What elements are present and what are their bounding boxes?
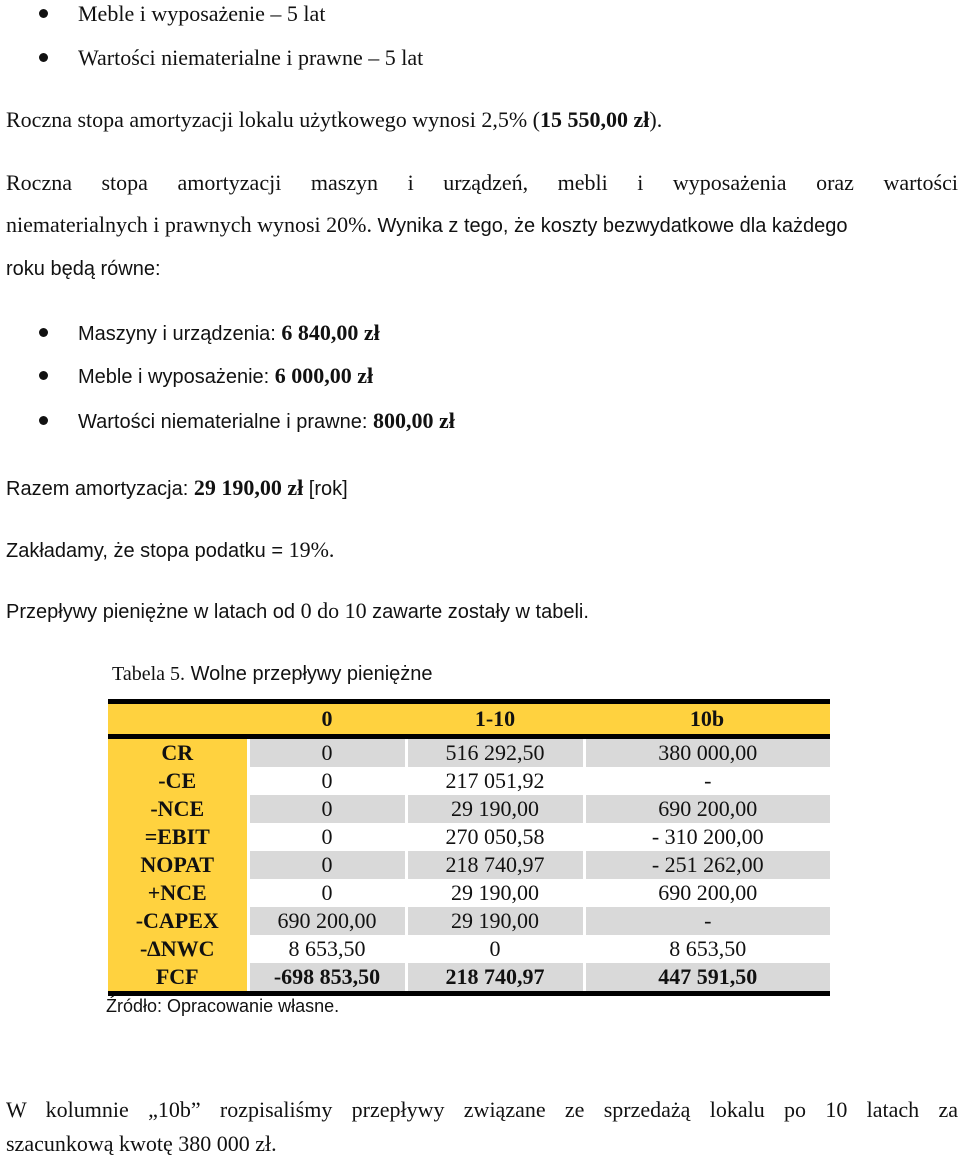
cell-value: -698 853,50: [248, 963, 406, 994]
cost-bullet-body: [78, 408, 455, 435]
table-row: [108, 823, 830, 851]
cell-value: 0: [248, 737, 406, 768]
lokal-suffix: ).: [649, 107, 663, 132]
table-row: [108, 851, 830, 879]
row-label: -CAPEX: [108, 907, 248, 935]
table-row: [108, 907, 830, 935]
cell-value: -: [584, 767, 830, 795]
row-label: FCF: [108, 963, 248, 994]
table-source: Źródło: Opracowanie własne.: [106, 996, 340, 1016]
cost-label: Meble i wyposażenie:: [78, 366, 275, 388]
header-empty: [108, 702, 248, 737]
cost-bullet-body: [78, 363, 373, 390]
bullet-dot: [39, 371, 48, 380]
bullet-dot: [39, 53, 48, 62]
table-row: [108, 879, 830, 907]
cell-value: 29 190,00: [406, 879, 584, 907]
bullet-text: Meble i wyposażenie – 5 lat: [78, 1, 326, 26]
table-row: [108, 935, 830, 963]
table-caption: [112, 660, 433, 687]
header-years-1-10: 1-10: [406, 702, 584, 737]
cell-value: - 310 200,00: [584, 823, 830, 851]
flows-intro-b: 0 do 10: [300, 598, 367, 623]
cell-value: 447 591,50: [584, 963, 830, 994]
cell-value: 0: [248, 851, 406, 879]
cell-value: 0: [406, 935, 584, 963]
cell-value: 218 740,97: [406, 851, 584, 879]
cost-value: 800,00 zł: [372, 408, 455, 433]
paragraph-lokal: [6, 107, 662, 133]
cell-value: 270 050,58: [406, 823, 584, 851]
tax-rate: [6, 537, 334, 564]
cell-value: 8 653,50: [248, 935, 406, 963]
cell-value: - 251 262,00: [584, 851, 830, 879]
cell-value: -: [584, 907, 830, 935]
closing-line2: szacunkową kwotę 380 000 zł.: [6, 1131, 277, 1156]
flows-intro-c: zawarte zostały w tabeli.: [366, 601, 589, 623]
cell-value: 380 000,00: [584, 737, 830, 768]
lokal-amount: 15 550,00 zł: [539, 107, 650, 132]
cell-value: 217 051,92: [406, 767, 584, 795]
bullet-dot: [39, 328, 48, 337]
tax-text: Zakładamy, że stopa podatku =: [6, 540, 289, 562]
cell-value: 218 740,97: [406, 963, 584, 994]
cost-label: Maszyny i urządzenia:: [78, 323, 282, 345]
maszyny-line2-a: niematerialnych i prawnych wynosi 20%.: [6, 212, 378, 237]
cell-value: 0: [248, 879, 406, 907]
bullet-dot: [39, 9, 48, 18]
cash-flow-table: [108, 699, 830, 996]
tax-value: 19%.: [288, 537, 335, 562]
cost-value: 6 840,00 zł: [281, 320, 380, 345]
row-label: -∆NWC: [108, 935, 248, 963]
table-row-total: [108, 963, 830, 994]
paragraph-maszyny-line2: [6, 212, 848, 239]
table-row: [108, 737, 830, 768]
cell-value: 690 200,00: [584, 879, 830, 907]
total-label: Razem amortyzacja:: [6, 478, 194, 500]
maszyny-line2-b: Wynika z tego, że koszty bezwydatkowe dla każdego: [377, 215, 848, 237]
cell-value: 0: [248, 823, 406, 851]
cost-label: Wartości niematerialne i prawne:: [78, 411, 373, 433]
bullet-dot: [39, 416, 48, 425]
table-caption-title: Wolne przepływy pieniężne: [185, 663, 433, 685]
table-row: [108, 795, 830, 823]
paragraph-maszyny-line1: Roczna stopa amortyzacji maszyn i urządzeń, mebli i wyposażenia oraz wartości: [6, 170, 958, 195]
row-label: +NCE: [108, 879, 248, 907]
paragraph-maszyny-line3: roku będą równe:: [6, 258, 161, 280]
cell-value: 0: [248, 795, 406, 823]
cell-value: 690 200,00: [584, 795, 830, 823]
header-year-0: 0: [248, 702, 406, 737]
total-suffix: [rok]: [303, 478, 348, 500]
flows-intro: [6, 598, 589, 625]
cell-value: 0: [248, 767, 406, 795]
total-amortization: [6, 475, 348, 502]
cell-value: 516 292,50: [406, 737, 584, 768]
row-label: =EBIT: [108, 823, 248, 851]
table-row: [108, 767, 830, 795]
table-header-row: [108, 702, 830, 737]
row-label: -NCE: [108, 795, 248, 823]
cell-value: 690 200,00: [248, 907, 406, 935]
row-label: -CE: [108, 767, 248, 795]
cell-value: 29 190,00: [406, 795, 584, 823]
flows-intro-a: Przepływy pieniężne w latach od: [6, 601, 301, 623]
table-caption-label: Tabela 5.: [112, 663, 186, 685]
lokal-text: Roczna stopa amortyzacji lokalu użytkowego wynosi 2,5% (: [6, 107, 540, 132]
cell-value: 29 190,00: [406, 907, 584, 935]
header-10b: 10b: [584, 702, 830, 737]
cell-value: 8 653,50: [584, 935, 830, 963]
total-value: 29 190,00 zł: [193, 475, 304, 500]
cost-bullet-body: [78, 320, 380, 347]
bullet-text: Wartości niematerialne i prawne – 5 lat: [78, 45, 424, 70]
row-label: NOPAT: [108, 851, 248, 879]
row-label: CR: [108, 737, 248, 768]
closing-line1: W kolumnie „10b” rozpisaliśmy przepływy związane ze sprzedażą lokalu po 10 latach za: [6, 1097, 958, 1122]
cost-value: 6 000,00 zł: [274, 363, 374, 388]
